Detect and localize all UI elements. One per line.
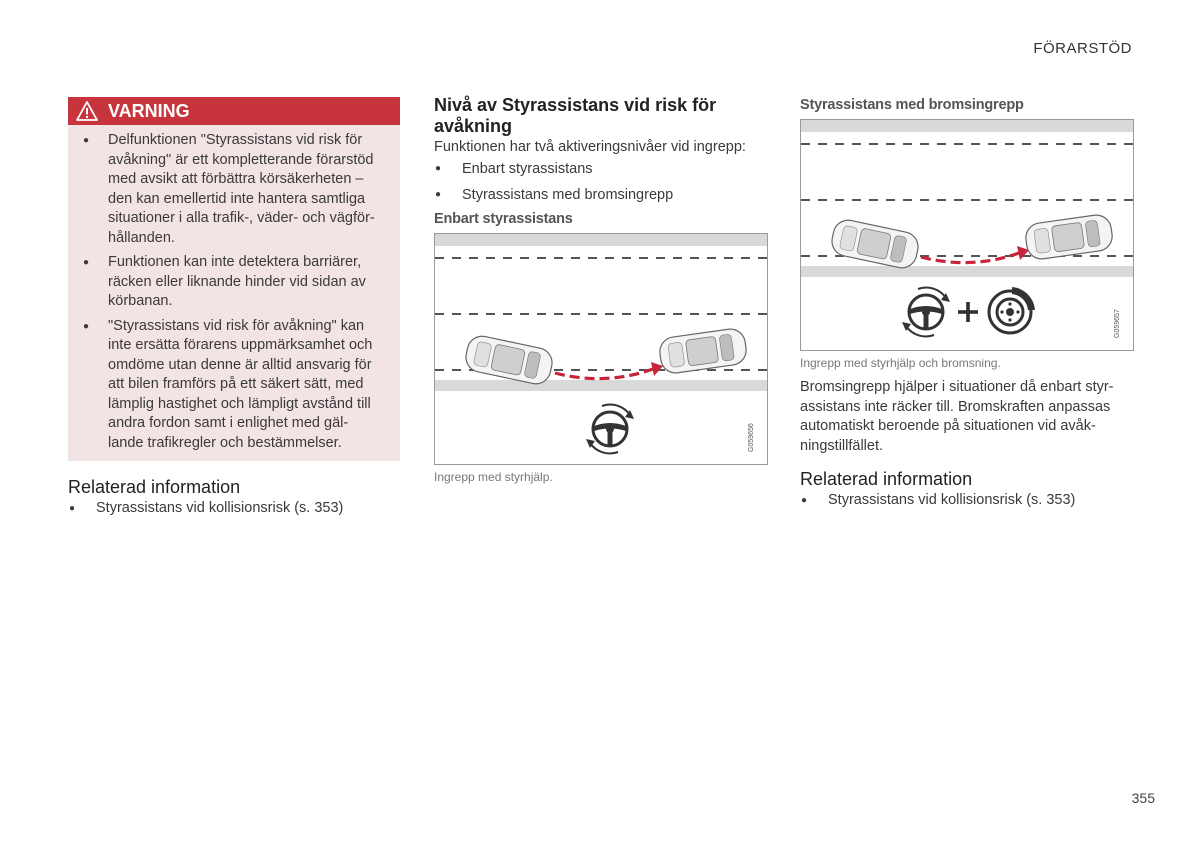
warning-header xyxy=(68,97,400,125)
steering-assist-icon xyxy=(902,288,950,337)
car-before-icon xyxy=(463,333,555,386)
related-link[interactable]: ● Styrassistans vid kollisionsrisk (s. 353) xyxy=(68,499,400,518)
figure-caption: Ingrepp med styrhjälp. xyxy=(434,470,553,484)
figure-code: G059657 xyxy=(1114,309,1121,338)
middle-heading: Nivå av Styrassistans vid risk för avåkning xyxy=(434,95,717,136)
right-related-info xyxy=(800,469,1132,510)
figure-code: G059656 xyxy=(748,423,755,452)
brake-illustration xyxy=(801,120,1133,350)
related-title: Relaterad information xyxy=(68,477,241,497)
warning-list xyxy=(68,125,400,453)
related-list xyxy=(68,499,400,518)
car-after-icon xyxy=(658,327,748,375)
warning-item: ● Funktionen kan inte detektera barriärer, räcken eller liknande hinder vid sidan av körbanan. xyxy=(80,253,384,312)
middle-subheading: Enbart styrassistans xyxy=(434,211,573,227)
left-related-info xyxy=(68,477,400,518)
car-before-icon xyxy=(829,217,921,270)
brake-figure xyxy=(800,119,1134,351)
warning-item: ● Delfunktionen "Styrassistans vid risk för avåkning" är ett kompletterande förarstöd med avsikt att förbättra körsäkerheten – den kan emellertid inte hantera samtliga situationer i alla trafik-, väder- och vägför- hållanden. xyxy=(80,131,384,248)
warning-box xyxy=(68,97,400,461)
figure-caption: Ingrepp med styrhjälp och bromsning. xyxy=(800,356,1001,370)
page-number: 355 xyxy=(1131,790,1155,806)
warning-item: ● "Styrassistans vid risk för avåkning" kan inte ersätta förarens uppmärksamhet och omdöme utan denne är alltid ansvarig för att bilen framförs på ett säkert sätt, med lämplig hastighet och lämpligt avstånd till andra fordon samt i enlighet med gäl- lande trafikregler och bestämmelser. xyxy=(80,317,384,454)
warning-title: VARNING xyxy=(108,100,190,121)
steering-illustration xyxy=(435,234,767,464)
related-list xyxy=(800,491,1132,510)
warning-triangle-icon xyxy=(76,101,98,121)
car-after-icon xyxy=(1024,213,1114,261)
level-item: ● Enbart styrassistans xyxy=(434,158,774,180)
right-subheading: Styrassistans med bromsingrepp xyxy=(800,97,1024,113)
level-item: ● Styrassistans med bromsingrepp xyxy=(434,184,774,206)
brake-disc-icon xyxy=(989,287,1035,333)
steering-figure xyxy=(434,233,768,465)
middle-intro: Funktionen har två aktiveringsnivåer vid ingrepp: xyxy=(434,139,746,155)
section-title: FÖRARSTÖD xyxy=(1033,40,1132,57)
brake-description: Bromsingrepp hjälper i situationer då enbart styr- assistans inte räcker till. Bromskraften anpassas automatiskt beroende på situationen vid avåk- ningstillfället. xyxy=(800,379,1114,454)
related-link[interactable]: ● Styrassistans vid kollisionsrisk (s. 353) xyxy=(800,491,1132,510)
plus-icon xyxy=(958,302,978,322)
middle-column xyxy=(434,95,774,206)
level-list xyxy=(434,158,774,206)
steering-assist-icon xyxy=(586,405,634,454)
related-title: Relaterad information xyxy=(800,469,973,489)
